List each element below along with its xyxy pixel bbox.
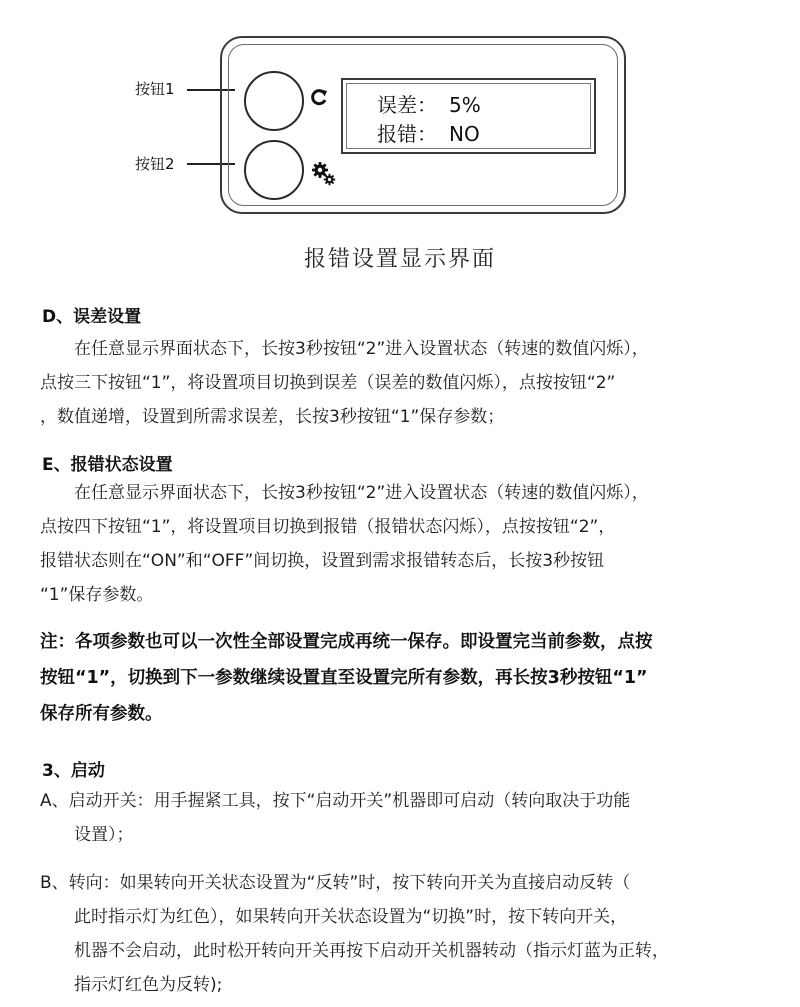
item-line: 指示灯红色为反转); bbox=[40, 975, 223, 995]
button2-callout-label: 按钮2 bbox=[135, 155, 175, 173]
lcd-screen bbox=[341, 78, 596, 154]
section-3-heading: 3、启动 bbox=[42, 761, 105, 781]
lcd-screen-inner bbox=[346, 83, 591, 149]
paragraph-line: ，数值递增，设置到所需求误差，长按3秒按钮“1”保存参数； bbox=[40, 407, 505, 427]
gears-icon bbox=[311, 161, 337, 187]
refresh-icon bbox=[309, 87, 329, 107]
paragraph-line: 点按三下按钮“1”，将设置项目切换到误差（误差的数值闪烁），点按按钮“2” bbox=[40, 373, 616, 393]
paragraph-line: 点按四下按钮“1”，将设置项目切换到报错（报错状态闪烁），点按按钮“2”， bbox=[40, 517, 616, 537]
item-line: 设置）； bbox=[40, 825, 134, 845]
section-e-heading: E、报错状态设置 bbox=[42, 455, 173, 475]
lcd-error-value: 5% bbox=[449, 93, 481, 117]
button1-callout-label: 按钮1 bbox=[135, 80, 175, 98]
paragraph-line: 在任意显示界面状态下，长按3秒按钮“2”进入设置状态（转速的数值闪烁）， bbox=[40, 483, 649, 503]
lcd-error-row bbox=[377, 93, 481, 117]
lcd-alarm-value: NO bbox=[449, 122, 480, 146]
diagram-caption: 报错设置显示界面 bbox=[303, 247, 496, 272]
lcd-alarm-row bbox=[377, 122, 480, 146]
paragraph-line: 报错状态则在“ON”和“OFF”间切换，设置到需求报错转态后，长按3秒按钮 bbox=[40, 551, 605, 571]
item-line: A、启动开关：用手握紧工具，按下“启动开关”机器即可启动（转向取决于功能 bbox=[40, 791, 631, 811]
lcd-alarm-label: 报错： bbox=[377, 122, 437, 146]
item-line: 此时指示灯为红色），如果转向开关状态设置为“切换”时，按下转向开关， bbox=[40, 907, 628, 927]
item-line: B、转向：如果转向开关状态设置为“反转”时，按下转向开关为直接启动反转（ bbox=[40, 873, 631, 893]
note-line: 保存所有参数。 bbox=[40, 704, 163, 724]
device-panel bbox=[220, 36, 626, 214]
section-d-paragraph bbox=[40, 332, 795, 434]
note-line: 注：各项参数也可以一次性全部设置完成再统一保存。即设置完当前参数，点按 bbox=[40, 632, 653, 652]
device-panel-inner bbox=[228, 44, 618, 206]
note-paragraph bbox=[40, 624, 795, 732]
button-1[interactable] bbox=[244, 71, 304, 131]
section-3-item-a bbox=[40, 784, 630, 852]
button-2[interactable] bbox=[244, 140, 304, 200]
paragraph-line: 在任意显示界面状态下，长按3秒按钮“2”进入设置状态（转速的数值闪烁）， bbox=[40, 339, 649, 359]
section-e-paragraph bbox=[40, 476, 795, 612]
section-3-item-b bbox=[40, 866, 669, 1002]
lcd-error-label: 误差： bbox=[377, 93, 437, 117]
section-d-heading: D、误差设置 bbox=[42, 307, 142, 327]
item-line: 机器不会启动，此时松开转向开关再按下启动开关机器转动（指示灯蓝为正转， bbox=[40, 941, 669, 961]
note-line: 按钮“1”，切换到下一参数继续设置直至设置完所有参数，再长按3秒按钮“1” bbox=[40, 668, 648, 688]
paragraph-line: “1”保存参数。 bbox=[40, 585, 154, 605]
